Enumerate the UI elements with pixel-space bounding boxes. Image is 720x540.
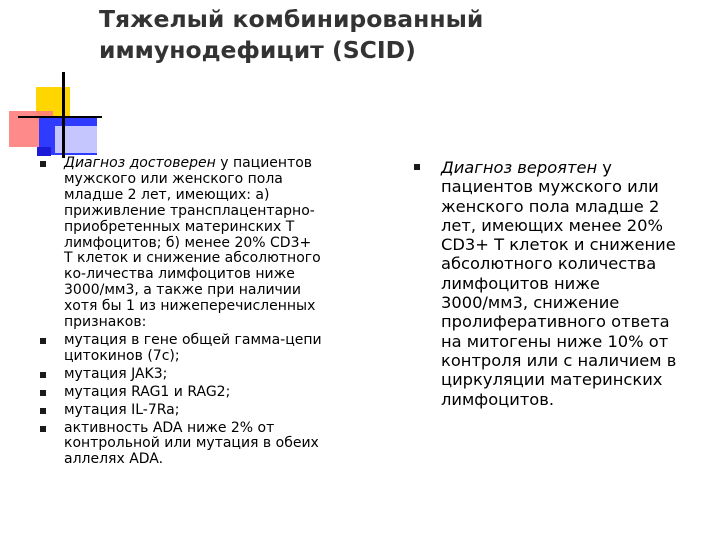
text-line: пациентов мужского или — [441, 177, 659, 197]
lead-rest: у — [597, 158, 612, 177]
list-item-lead-line — [441, 158, 704, 177]
left-column-list — [40, 156, 365, 470]
text-line: лет, имеющих менее 20% — [441, 215, 663, 235]
text-line: цитокинов (7с); — [64, 347, 180, 364]
decorative-squares-logo — [0, 0, 110, 170]
horizontal-line — [18, 116, 102, 118]
text-line: контроля или с наличием в — [441, 350, 677, 370]
square-bullet-icon — [40, 338, 46, 344]
text-line: мутация RAG1 и RAG2; — [64, 383, 231, 400]
text-line: лимфоцитов. — [441, 389, 555, 409]
text-line: циркуляции материнских — [441, 370, 663, 390]
text-line: хотя бы 1 из нижеперечисленных — [64, 298, 316, 315]
text-line: мутация в гене общей гамма-цепи — [64, 331, 322, 348]
square-bullet-icon — [40, 426, 46, 432]
text-line: ко-личества лимфоцитов ниже — [64, 266, 295, 283]
list-item-lead-line — [64, 156, 365, 172]
text-line: женского пола младше 2 — [441, 196, 660, 216]
text-line: лимфоцитов; б) менее 20% CD3+ — [64, 234, 312, 251]
text-line: на митогены ниже 10% от — [441, 331, 669, 351]
text-line: активность ADA ниже 2% от — [64, 419, 275, 436]
list-item-rag — [40, 385, 365, 401]
list-item-il7ra — [40, 403, 365, 419]
text-line: мутация JAK3; — [64, 365, 168, 382]
text-line: мужского или женского пола — [64, 170, 283, 187]
text-line: пролиферативного ответа — [441, 312, 670, 332]
text-line: приживление трансплацентарно- — [64, 202, 315, 219]
square-bullet-icon — [40, 408, 46, 414]
text-line: 3000/мм3, а также при наличии — [64, 282, 302, 299]
text-line: Т клеток и снижение абсолютного — [64, 250, 321, 267]
text-line: аллелях ADA. — [64, 451, 164, 468]
blue-bar — [37, 147, 51, 156]
list-item-probable-diagnosis — [414, 158, 704, 409]
text-line: признаков: — [64, 314, 147, 331]
right-column-list — [414, 158, 704, 409]
list-item-jak3 — [40, 367, 365, 383]
text-line: лимфоцитов ниже — [441, 273, 600, 293]
title-line-2: иммунодефицит (SCID) — [99, 36, 416, 64]
text-line: контрольной или мутация в обеих — [64, 435, 319, 452]
lead-italic: Диагноз достоверен — [64, 155, 216, 171]
list-item-definite-diagnosis — [40, 156, 365, 331]
lead-rest: у пациентов — [215, 155, 313, 171]
text-line: абсолютного количества — [441, 254, 657, 274]
list-item-gamma-chain — [40, 333, 365, 365]
vertical-line — [62, 72, 65, 158]
text-line: CD3+ Т клеток и снижение — [441, 235, 676, 255]
square-bullet-icon — [40, 372, 46, 378]
text-line: приобретенных материнских Т — [64, 218, 295, 235]
square-bullet-icon — [40, 161, 46, 167]
square-bullet-icon — [40, 390, 46, 396]
text-line: младше 2 лет, имеющих: а) — [64, 186, 270, 203]
text-line: мутация IL-7Ra; — [64, 401, 180, 418]
lead-italic: Диагноз вероятен — [441, 158, 598, 177]
title-line-1: Тяжелый комбинированный — [99, 5, 484, 33]
text-line: 3000/мм3, снижение — [441, 293, 620, 313]
slide-title — [99, 4, 699, 66]
list-item-ada — [40, 421, 365, 469]
square-bullet-icon — [414, 164, 420, 170]
